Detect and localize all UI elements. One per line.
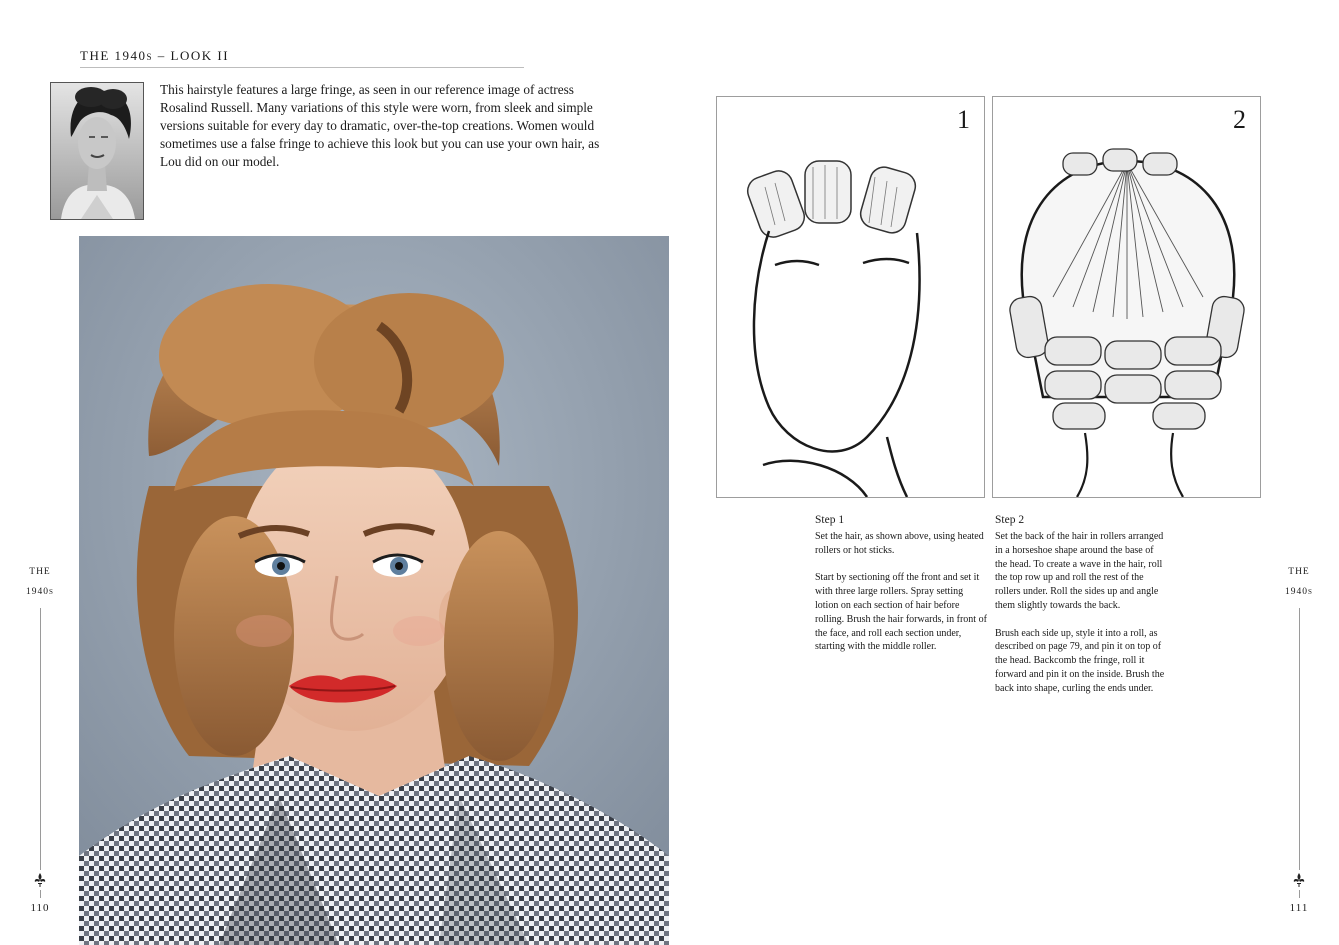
panel-number: 2 — [1233, 105, 1246, 134]
step-2-paragraph-1: Set the back of the hair in rollers arranged in a horseshoe shape around the base of the head. To create a wave in the hair, roll the top row up and roll the rest of the rollers under. Roll the sides up and angle them slightly towards the back. — [995, 531, 1164, 611]
left-tab-rule — [40, 608, 41, 870]
fleur-de-lis-icon — [32, 872, 48, 888]
section-label-line-2: 1940s — [1285, 587, 1313, 597]
right-tab-rule — [1299, 608, 1300, 870]
panel-number: 1 — [957, 105, 970, 134]
step-2-text — [995, 530, 1167, 696]
step-2-heading: Step 2 — [995, 514, 1025, 526]
section-label-line-2: 1940s — [26, 587, 54, 597]
step-2-block — [995, 514, 1167, 709]
step-1-illustration — [716, 96, 985, 498]
right-tab-rule-bottom — [1299, 890, 1300, 898]
intro-paragraph: This hairstyle features a large fringe, as seen in our reference image of actress Rosalind Russell. Many variations of this style were worn, from sleek and simple versions suitable for every day to dramatic, over-the-top creations. Women would sometimes use a false fringe to achieve this look but you can use your own hair, as Lou did on our model. — [160, 82, 600, 169]
left-tab-rule-bottom — [40, 890, 41, 898]
step-1-paragraph-1: Set the hair, as shown above, using heated rollers or hot sticks. — [815, 531, 984, 556]
reference-photo-rosalind-russell — [50, 82, 144, 220]
step-2-illustration — [992, 96, 1261, 498]
left-section-tab — [22, 562, 58, 602]
right-section-tab — [1281, 562, 1317, 602]
section-label-line-1: THE — [1288, 567, 1310, 577]
model-photo — [79, 236, 669, 945]
page-number-right: 111 — [1289, 902, 1309, 914]
step-1-text — [815, 530, 987, 654]
step-1-block — [815, 514, 987, 668]
fleur-de-lis-icon — [1291, 872, 1307, 888]
page-title: THE 1940s – LOOK II — [80, 48, 230, 63]
step-1-heading: Step 1 — [815, 514, 845, 526]
section-label-line-1: THE — [29, 567, 51, 577]
step-1-paragraph-2: Start by sectioning off the front and set it with three large rollers. Spray setting lotion on each section of hair before rolling. Brush the hair forwards, in front of the face, and roll each section under, starting with the middle roller. — [815, 572, 987, 653]
header-divider — [80, 67, 524, 68]
step-2-paragraph-2: Brush each side up, style it into a roll, as described on page 79, and pin it on top of the head. Backcomb the fringe, roll it forward and pin it on the inside. Brush the back into shape, curling the ends under. — [995, 627, 1165, 694]
page-number-left: 110 — [30, 902, 50, 914]
